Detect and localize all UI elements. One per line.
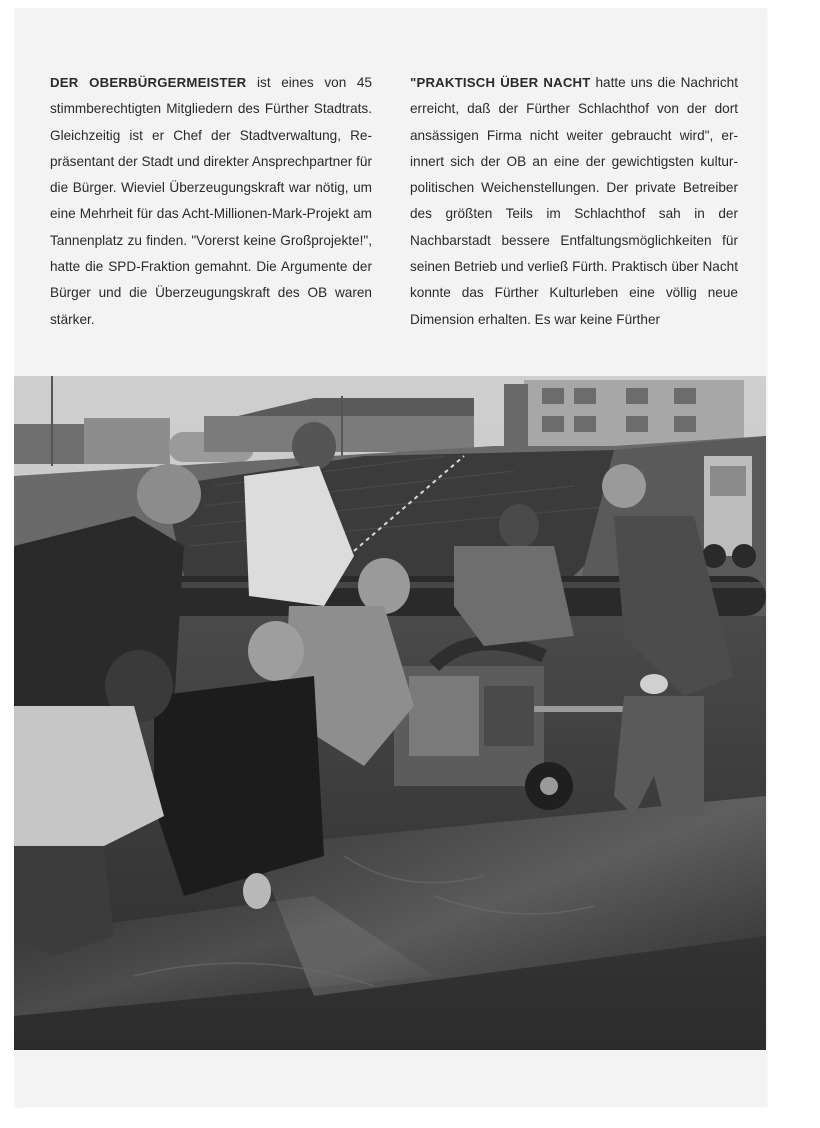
left-column-lead: DER OBERBÜRGERMEISTER — [50, 75, 247, 90]
right-text-column — [410, 70, 738, 333]
right-column-body: hatte uns die Nachricht erreicht, daß der Fürther Schlachthof von der dort ansässigen Firma nicht weiter gebraucht wird", erinnert sich der OB an eine der gewichtigsten kulturpolitischen Weichenstellungen. Der private Betreiber des größten Teils im Schlachthof sah in der Nachbarstadt bessere Entfaltungsmöglichkeiten für seinen Betrieb und verließ Fürth. Praktisch über Nacht konnte das Fürther Kulturleben eine völlig neue Dimension erhalten. Es war keine Fürther — [410, 75, 738, 327]
left-text-column — [50, 70, 372, 333]
left-column-body: ist eines von 45 stimmberechtigten Mitgliedern des Fürther Stadtrats. Gleichzeitig ist er Chef der Stadtverwaltung, Repräsentant der Stadt und direkter Ansprechpartner für die Bürger. Wieviel Überzeugungskraft war nötig, um eine Mehrheit für das Acht-Millionen-Mark-Projekt am Tannenplatz zu finden. "Vorerst keine Großprojekte!", hatte die SPD-Fraktion gemahnt. Die Argumente der Bürger und die Überzeugungskraft des OB waren stärker. — [50, 75, 372, 327]
right-column-lead: "PRAKTISCH ÜBER NACHT — [410, 75, 591, 90]
document-page — [14, 8, 766, 1106]
construction-site-photo — [14, 376, 766, 1050]
